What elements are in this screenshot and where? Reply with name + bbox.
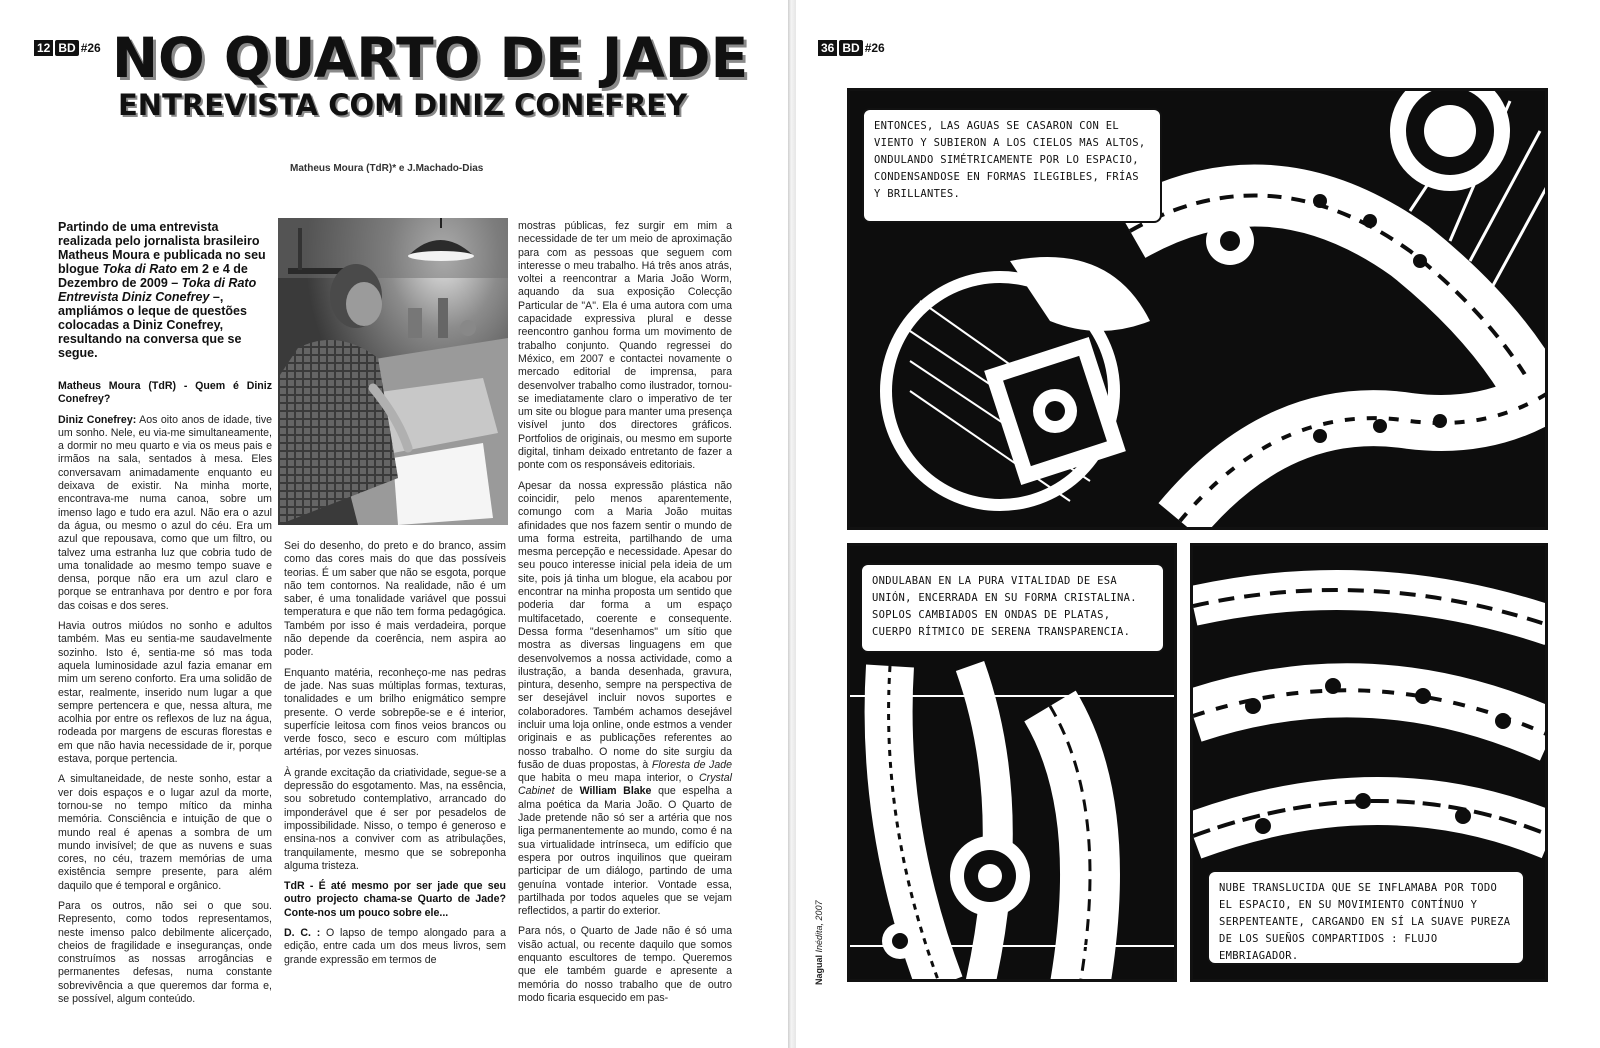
page-folio — [818, 40, 885, 56]
artwork-note: Inédita, 2007 — [814, 900, 824, 953]
left-page — [0, 0, 788, 1048]
artwork-credit — [814, 900, 824, 985]
text-column-3 — [518, 220, 732, 1010]
page-gutter — [788, 0, 796, 1048]
byline: Matheus Moura (TdR)* e J.Machado-Dias — [290, 163, 484, 174]
interview-question: TdR - É até mesmo por ser jade que seu outro projecto chama-se Quarto de Jade? Conte-nos um pouco sobre ele... — [284, 880, 506, 919]
article-subtitle: ENTREVISTA COM DINIZ CONEFREY — [118, 88, 688, 122]
interview-question: Matheus Moura (TdR) - Quem é Diniz Conefrey? — [58, 380, 272, 406]
magazine-logo: BD — [839, 40, 862, 56]
body-paragraph: A simultaneidade, de neste sonho, estar a ver dois espaços e o lugar azul da morte, tornou-se no tempo mítico da minha memória. Consciência e intuição de que o mundo real é apenas a sombra de um mundo invisível; de que as nuvens e suas cores, no céu, trazem memórias de uma existência sempre presente, para além daquilo que é temporal e orgânico. — [58, 773, 272, 892]
text-column-2 — [284, 540, 506, 1010]
body-paragraph: Apesar da nossa expressão plástica não coincidir, pelo menos aparentemente, comungo com a Maria João muitas afinidades que nos fazem sentir o mundo de uma forma estreita, partilhando de uma mesma percepção e necessidade. Apesar do seu pouco interesse inicial pela ideia de um site, pois já tinha um blogue, ela acabou por encontrar na minha proposta um sentido que poderia dar forma a um espaço multifacetado, coerente e consequente. Dessa forma "desenhamos" um sítio que mostra as diversas linguagens em que desenvolvemos a nossa actividade, como a ilustração, a banda desenhada, gravura, pintura, desenho, sempre na perspectiva de ser desejável incluir novos suportes e colaboradores. Também achamos desejável incluir uma loja online, onde estmos a vender originais e as publicações referentes ao nosso trabalho. O nome do site surgiu da fusão de duas propostas, à Floresta de Jade que habita o meu mapa interior, o Crystal Cabinet de William Blake que espelha a alma poética da Maria João. O Quarto de Jade pretende não só ser a artéria que nos liga permanentemente ao mundo, como é na sua virtualidade intrínseca, um edifício que espera por outros inquilinos que queiram participar de um diálogo, partindo de uma genuína vontade interior. Vontade essa, partilhada por todos aqueles que se vejam reflectidos, a partir do exterior. — [518, 479, 733, 918]
issue-number: #26 — [864, 41, 885, 55]
page-number: 36 — [818, 40, 837, 56]
text-column-1 — [58, 220, 272, 1010]
interview-answer: D. C. : O lapso de tempo alongado para a edição, entre cada um dos meus livros, sem grande expressão em termos de — [284, 927, 506, 966]
issue-number: #26 — [80, 41, 101, 55]
body-paragraph: Para os outros, não sei o que sou. Represento, como todos representamos, neste imenso palco debilmente alicerçado, cheios de fragilidade e inseguranças, onde construímos as nossas arrogâncias e permanentes defesas, numa constante sobrevivência a que queremos dar forma e, se possível, algum conteúdo. — [58, 899, 272, 1006]
artwork-title: Nagual — [814, 954, 824, 985]
lead-paragraph: Partindo de uma entrevista realizada pelo jornalista brasileiro Matheus Moura e publicada no seu blogue Toka di Rato em 2 e 4 de Dezembro de 2009 – Toka di Rato Entrevista Diniz Conefrey –, ampliámos o leque de questões colocadas a Diniz Conefrey, resultando na conversa que se segue. — [58, 220, 266, 360]
comic-caption-middle: ONDULABAN EN LA PURA VITALIDAD DE ESA UNIÓN, ENCERRADA EN SU FORMA CRISTALINA. SOPLOS CAMBIADOS EN ONDAS DE PLATAS, CUERPO RÍTMICO DE SERENA TRANSPARENCIA. — [860, 563, 1165, 653]
body-paragraph: Havia outros miúdos no sonho e adultos também. Mas eu sentia-me saudavelmente sozinho. Isto é, sentia-me só mas toda aquela luminosidade azul fazia emanar em mim um sereno conforto. Era uma solidão de estar, realmente, inserido num lugar a que sempre pertencera e que, nessa altura, me acolhia por entre os reflexos de luz na água, rodeada por margens de escuras florestas e em que não havia necessidade de ir, porque estava, porque pertencia. — [58, 620, 272, 766]
artist-photo — [278, 218, 508, 525]
body-paragraph: À grande excitação da criatividade, segue-se a depressão do esgotamento. Mas, na essência, sou sobretudo contemplativo, arrancado do imponderável que é ser por pesadelos de impossibilidade. Nisso, o tempo é generoso e ensina-nos a conviver com as atribulações, tranquilamente, mesmo que se sobreponha alguma tristeza. — [284, 766, 506, 872]
body-paragraph: Sei do desenho, do preto e do branco, assim como das cores mais do que das possíveis teorias. É um saber que não se esgota, porque não tem contornos. Na realidade, não é um saber, é uma tonalidade variável que possui temperatura e que não tem forma pedagógica. Também por isso é mais verdadeira, porque não depende da coerência, nem aspira ao poder. — [284, 540, 506, 659]
article-title: NO QUARTO DE JADE — [112, 26, 749, 90]
page-number: 12 — [34, 40, 53, 56]
comic-caption-top: ENTONCES, LAS AGUAS SE CASARON CON EL VIENTO Y SUBIERON A LOS CIELOS MAS ALTOS, ONDULANDO SIMÉTRICAMENTE POR LO ESPACIO, CONDENSANDOSE EN FORMAS ILEGIBLES, FRÍAS Y BRILLANTES. — [862, 108, 1162, 223]
magazine-logo: BD — [55, 40, 78, 56]
comic-caption-bottom: NUBE TRANSLUCIDA QUE SE INFLAMABA POR TODO EL ESPACIO, EN SU MOVIMIENTO CONTÍNUO Y SERPENTEANTE, CARGANDO EN SÍ LA SUAVE PUREZA DE LOS SUEÑOS COMPARTIDOS : FLUJO EMBRIAGADOR. — [1207, 870, 1525, 965]
body-paragraph: Para nós, o Quarto de Jade não é só uma visão actual, ou recente daquilo que somos enquanto escultores de tempo. Queremos que ele também guarde e apresente a memória do nosso trabalho que de outro modo ficaria esquecido em pas- — [518, 925, 732, 1004]
interview-answer: Diniz Conefrey: Aos oito anos de idade, tive um sonho. Nele, eu via-me simultaneamente, a dormir no meu quarto e via os meus pais e irmãos na sala, sentados à mesa. Eles conversavam animadamente enquanto eu deixava de existir. Na minha morte, encontrava-me numa canoa, sobre um imenso lago e tudo era azul. Não era o azul da água, ou mesmo o azul do céu. Era um azul que repousava, como que um filtro, ou talvez uma estranha luz que cobria tudo de uma tonalidade ao mesmo tempo suave e densa, porque não era um azul claro e porque se entranhava por dentro e por fora das coisas e dos seres. — [58, 413, 273, 612]
artist-photo-image — [278, 218, 508, 525]
page-folio — [34, 40, 101, 56]
body-paragraph: Enquanto matéria, reconheço-me nas pedras de jade. Nas suas múltiplas formas, texturas, tonalidades e um brilho enigmático sempre presente. O verde sobrepõe-se e é interior, superfície leitosa com finos veios brancos ou verde fosco, seco e escuro com múltiplas artérias, por vezes sinuosas. — [284, 666, 506, 759]
body-paragraph: mostras públicas, fez surgir em mim a necessidade de ter um meio de aproximação para com as pessoas que seguem com interesse o meu trabalho. Há três anos atrás, voltei a reencontrar a Maria João Worm, aquando da sua exposição Colecção Particular de "A". Ela é uma autora com uma capacidade expressiva plural e desse reencontro ganhou forma um movimento de trabalho conjunto. Quando regressei do México, em 2007 e contactei novamente o mercado editorial de imprensa, para desenvolver trabalho como ilustrador, tornou-se imediatamente claro o imperativo de ter um site ou blogue para manter uma presença visível junto dos directores gráficos. Portfolios de originais, ou mesmo em suporte digital, tinham deixado entretanto de fazer a ponte com os responsáveis editoriais. — [518, 220, 732, 472]
